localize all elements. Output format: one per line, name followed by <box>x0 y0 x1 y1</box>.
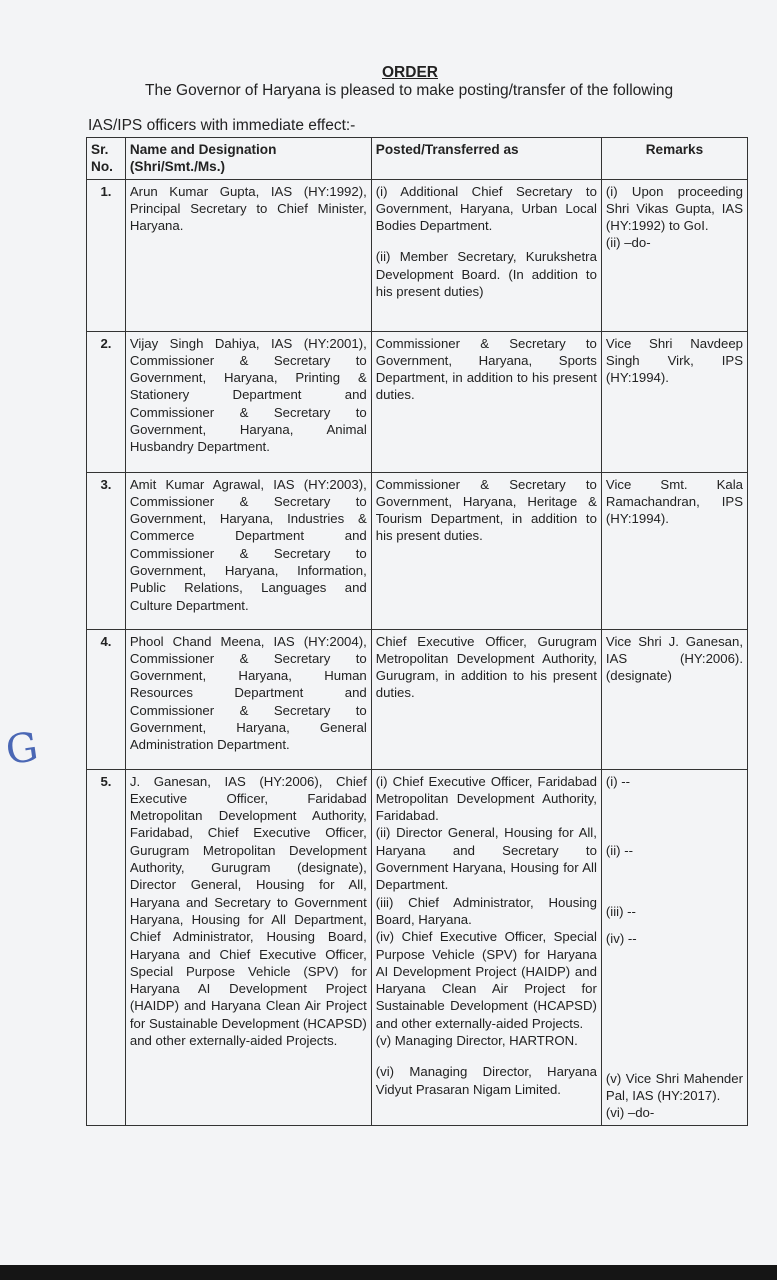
remark-item: (i) -- <box>605 773 631 789</box>
posted-item: Commissioner & Secretary to Government, Haryana, Heritage & Tourism Department, in addition to his present duties. <box>375 476 597 544</box>
intro-line-1: The Governor of Haryana is pleased to make posting/transfer of the following <box>145 82 674 99</box>
table-row <box>87 331 748 472</box>
remark-item: (iii) -- <box>605 904 636 920</box>
header-remarks: Remarks <box>601 138 747 180</box>
posted-item: (iv) Chief Executive Officer, Special Purpose Vehicle (SPV) for Haryana AI Development Project (HAIDP) and Haryana Clean Air Project for Sustainable Development (HCAPSD) and other externally-aided Projects. <box>375 929 597 1031</box>
table-row <box>87 472 748 629</box>
intro-line-2: IAS/IPS officers with immediate effect:- <box>88 117 356 134</box>
row-name: Arun Kumar Gupta, IAS (HY:1992), Principal Secretary to Chief Minister, Haryana. <box>125 179 371 331</box>
row-sr-no: 3. <box>87 472 126 629</box>
row-sr-no: 5. <box>87 769 126 1125</box>
table-row <box>87 629 748 769</box>
posted-item: (i) Chief Executive Officer, Faridabad Metropolitan Development Authority, Faridabad. <box>375 773 597 824</box>
posted-item: (ii) Member Secretary, Kurukshetra Development Board. (In addition to his present duties) <box>375 249 597 300</box>
row-posted <box>371 629 601 769</box>
row-remarks <box>601 769 747 1125</box>
order-title: ORDER <box>382 64 438 81</box>
posted-item: (vi) Managing Director, Haryana Vidyut Prasaran Nigam Limited. <box>375 1064 597 1097</box>
row-name: Vijay Singh Dahiya, IAS (HY:2001), Commissioner & Secretary to Government, Haryana, Printing & Stationery Department and Commissioner & Secretary to Government, Haryana, Animal Husbandry Department. <box>125 331 371 472</box>
posted-item: Commissioner & Secretary to Government, Haryana, Sports Department, in addition to his present duties. <box>375 335 597 403</box>
posted-item: (v) Managing Director, HARTRON. <box>375 1033 578 1049</box>
posted-item: (ii) Director General, Housing for All, Haryana and Secretary to Government Haryana, Housing for All Department. <box>375 825 597 893</box>
row-posted <box>371 331 601 472</box>
remark-item: (ii) –do- <box>605 235 651 251</box>
remark-item: (vi) –do- <box>605 1105 655 1121</box>
posted-item: Chief Executive Officer, Gurugram Metropolitan Development Authority, Gurugram, in addition to his present duties. <box>375 633 597 701</box>
row-name: Phool Chand Meena, IAS (HY:2004), Commissioner & Secretary to Government, Haryana, Human Resources Department and Commissioner & Secretary to Government, Haryana, General Administration Department. <box>125 629 371 769</box>
remark-item: Vice Smt. Kala Ramachandran, IPS (HY:1994). <box>605 476 743 527</box>
row-posted <box>371 179 601 331</box>
row-sr-no: 4. <box>87 629 126 769</box>
remark-item: (ii) -- <box>605 842 633 858</box>
remark-item: (iv) -- <box>605 931 637 947</box>
posting-table <box>86 137 748 1126</box>
table-row <box>87 179 748 331</box>
row-remarks <box>601 472 747 629</box>
remark-item: Vice Shri J. Ganesan, IAS (HY:2006). (designate) <box>605 633 743 684</box>
header-name-designation: Name and Designation (Shri/Smt./Ms.) <box>125 138 371 180</box>
posted-item: (iii) Chief Administrator, Housing Board, Haryana. <box>375 894 597 927</box>
row-name: J. Ganesan, IAS (HY:2006), Chief Executive Officer, Faridabad Metropolitan Development Authority, Faridabad, Chief Executive Officer, Gurugram Metropolitan Development Authority, Gurugram (designate), Director General, Housing for All, Haryana and Secretary to Government Haryana, Housing for All Department, Chief Administrator, Housing Board, Haryana and Chief Executive Officer, Special Purpose Vehicle (SPV) for Haryana AI Development Project (HAIDP) and Haryana Clean Air Project for Sustainable Development (HCAPSD) and other externally-aided Projects. <box>125 769 371 1125</box>
row-posted <box>371 472 601 629</box>
handwritten-mark: G <box>2 724 41 774</box>
header-sr-no: Sr. No. <box>87 138 126 180</box>
remark-item: (i) Upon proceeding Shri Vikas Gupta, IAS (HY:1992) to GoI. <box>605 183 743 234</box>
row-remarks <box>601 179 747 331</box>
row-sr-no: 1. <box>87 179 126 331</box>
remark-item: Vice Shri Navdeep Singh Virk, IPS (HY:1994). <box>605 335 743 386</box>
bottom-edge <box>0 1265 777 1280</box>
row-name: Amit Kumar Agrawal, IAS (HY:2003), Commissioner & Secretary to Government, Haryana, Industries & Commerce Department and Commissioner & Secretary to Government, Haryana, Information, Public Relations, Languages and Culture Department. <box>125 472 371 629</box>
remark-item: (v) Vice Shri Mahender Pal, IAS (HY:2017). <box>605 1070 743 1104</box>
row-sr-no: 2. <box>87 331 126 472</box>
header-posted-as: Posted/Transferred as <box>371 138 601 180</box>
row-posted <box>371 769 601 1125</box>
table-header-row <box>87 138 748 180</box>
row-remarks <box>601 629 747 769</box>
row-remarks <box>601 331 747 472</box>
table-row <box>87 769 748 1125</box>
posted-item: (i) Additional Chief Secretary to Government, Haryana, Urban Local Bodies Department. <box>375 183 597 234</box>
